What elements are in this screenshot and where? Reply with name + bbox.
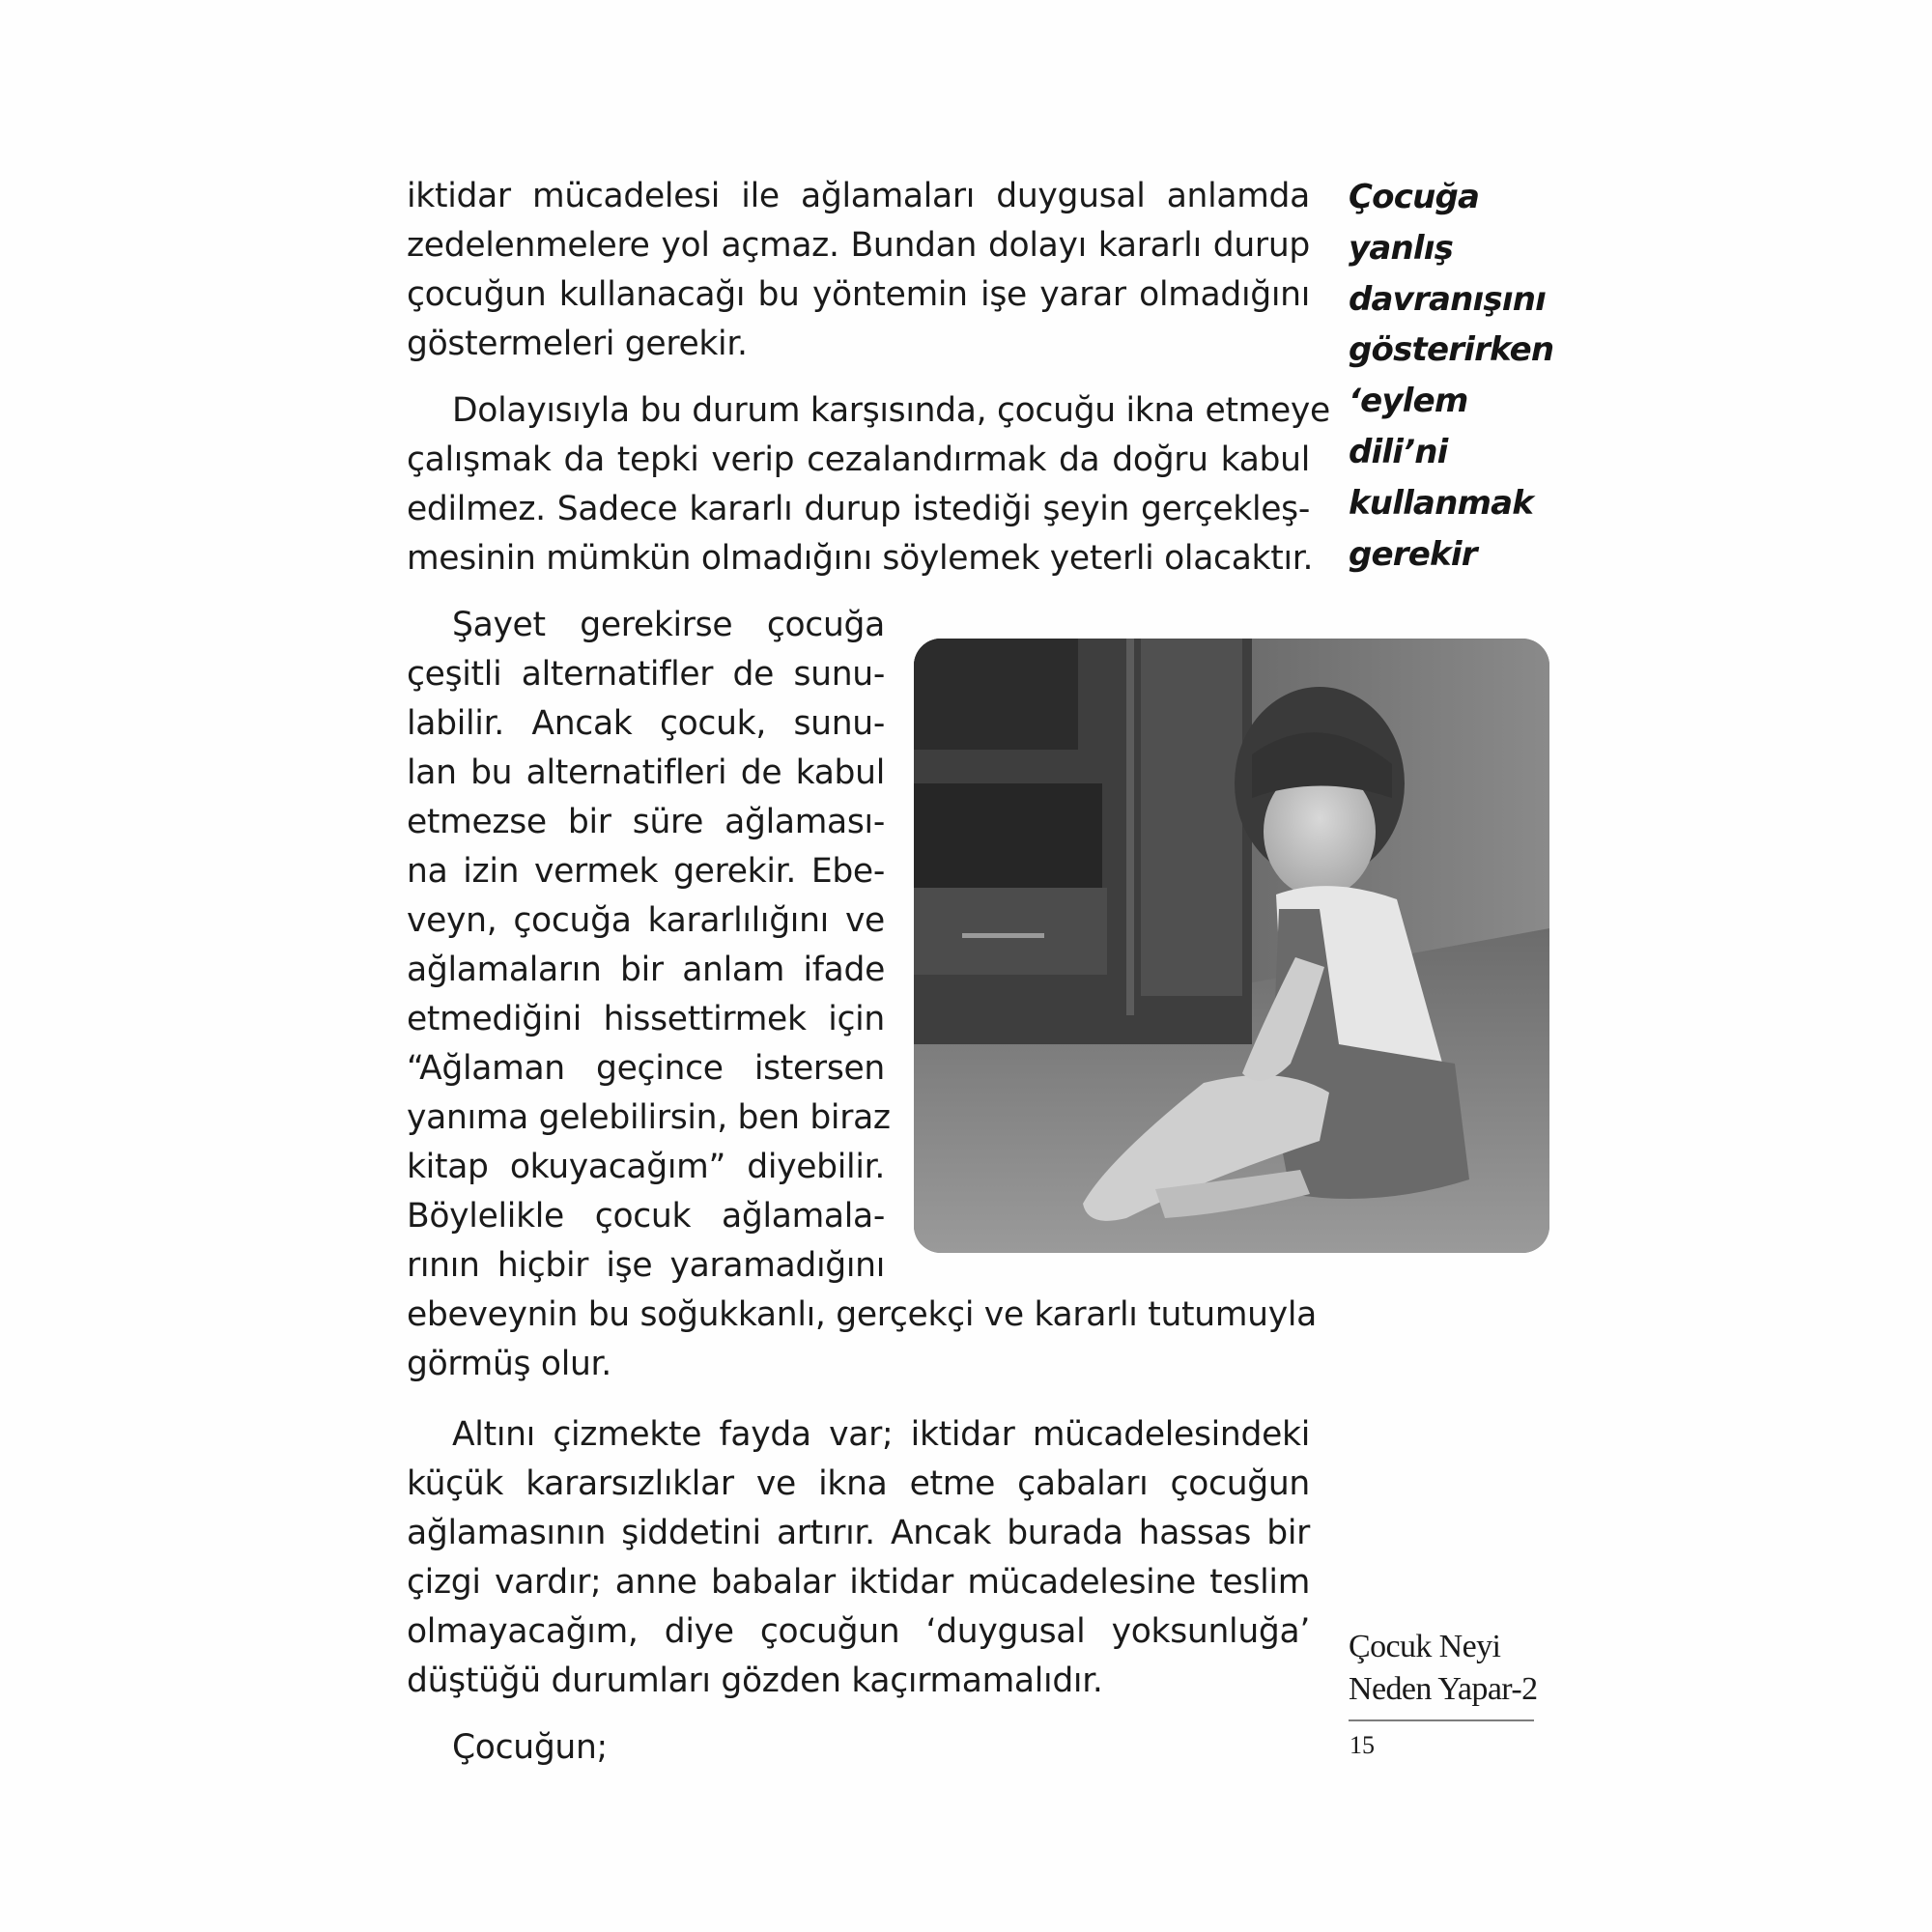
book-title-line: Neden Yapar-2 [1349,1671,1538,1707]
text-line: Dolayısıyla bu durum karşısında, çocuğu ikna etmeye [452,391,1330,430]
quote-line: yanlış [1349,228,1454,268]
quote-line: gerekir [1349,534,1477,574]
text-line: kitap okuyacağım” diyebilir. [407,1148,885,1186]
paragraph-3 [407,601,891,1291]
quote-line: kullanmak [1349,483,1534,523]
photo-illustration [914,639,1549,1253]
book-title-line: Çocuk Neyi [1349,1629,1501,1664]
text-line: rının hiçbir işe yaramadığını [407,1246,885,1285]
footer-divider [1349,1719,1534,1721]
sidebar-pull-quote [1349,172,1553,580]
text-line: ebeveynin bu soğukkanlı, gerçekçi ve kararlı tutumuyla [407,1295,1317,1334]
text-line: düştüğü durumları gözden kaçırmamalıdır. [407,1662,1103,1700]
paragraph-4 [407,1410,1310,1706]
paragraph-5 [407,1723,1310,1773]
text-line: ağlamaların bir anlam ifade [407,951,885,989]
paragraph-2 [407,386,1330,583]
crying-child-photo [914,639,1549,1253]
text-line: na izin vermek gerekir. Ebe- [407,852,885,891]
text-line: görmüş olur. [407,1345,611,1383]
paragraph-1 [407,172,1310,369]
text-line: edilmez. Sadece kararlı durup istediği şeyin gerçekleş- [407,490,1310,528]
text-line: çalışmak da tepki verip cezalandırmak da doğru kabul [407,440,1310,479]
text-line: olmayacağım, diye çocuğun ‘duygusal yoksunluğa’ [407,1612,1310,1651]
page-number: 15 [1350,1731,1375,1759]
text-line: ağlamasının şiddetini artırır. Ancak burada hassas bir [407,1514,1310,1552]
book-title [1349,1626,1537,1711]
text-line: iktidar mücadelesi ile ağlamaları duygusal anlamda [407,177,1310,215]
text-line: veyn, çocuğa kararlılığını ve [407,901,885,940]
glass-door [1141,639,1242,996]
paragraph-3-continued [407,1291,1317,1389]
text-line: lan bu alternatifleri de kabul [407,753,885,792]
quote-line: dili’ni [1349,432,1448,471]
text-line: çizgi vardır; anne babalar iktidar mücadelesine teslim [407,1563,1310,1602]
quote-line: gösterirken [1349,330,1554,370]
text-line: labilir. Ancak çocuk, sunu- [407,704,885,743]
quote-line: ‘eylem [1349,382,1468,421]
text-line: mesinin mümkün olmadığını söylemek yeterli olacaktır. [407,539,1314,578]
text-line: “Ağlaman geçince istersen [407,1049,885,1088]
text-line: yanıma gelebilirsin, ben biraz [407,1098,891,1137]
text-line: göstermeleri gerekir. [407,325,748,363]
tv [914,639,1078,750]
drawer-handle [962,933,1044,938]
quote-line: Çocuğa [1349,178,1480,216]
text-line: Şayet gerekirse çocuğa [452,606,885,644]
text-line: Çocuğun; [452,1728,608,1767]
text-line: Böylelikle çocuk ağlamala- [407,1197,885,1236]
text-line: etmediğini hissettirmek için [407,1000,885,1038]
text-line: zedelenmelere yol açmaz. Bundan dolayı kararlı durup [407,226,1310,265]
drawer [914,888,1107,975]
text-line: etmezse bir süre ağlaması- [407,803,885,841]
text-line: çocuğun kullanacağı bu yöntemin işe yarar olmadığını [407,275,1310,314]
text-line: küçük kararsızlıklar ve ikna etme çabaları çocuğun [407,1464,1310,1503]
quote-line: davranışını [1349,279,1546,319]
text-line: çeşitli alternatifler de sunu- [407,655,885,694]
text-line: Altını çizmekte fayda var; iktidar mücadelesindeki [452,1415,1310,1454]
